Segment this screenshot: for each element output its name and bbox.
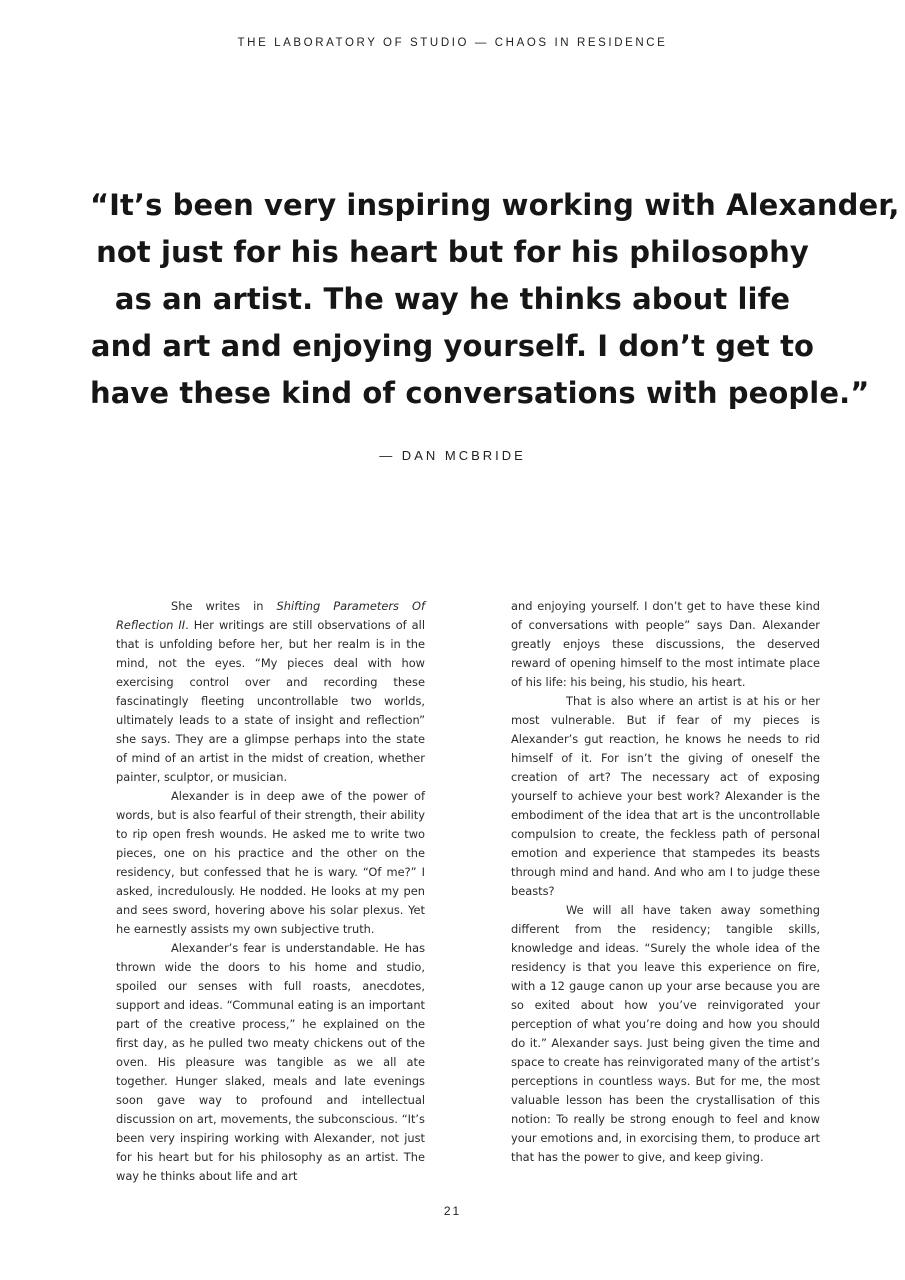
pull-quote: [90, 182, 900, 417]
body-paragraph: That is also where an artist is at his or her most vulnerable. But if fear of my pieces is Alexander’s gut reaction, he knows he needs to rid himself of it. For isn’t the giving of oneself the creation of art? The necessary act of exposing yourself to achieve your best work? Alexander is the embodiment of the idea that art is the uncontrollable compulsion to create, the feckless path of personal emotion and experience that stampedes its beasts through mind and hand. And who am I to judge these beasts?: [511, 694, 820, 898]
body-column-right: [511, 597, 820, 1167]
body-paragraph: Alexander’s fear is understandable. He has thrown wide the doors to his home and studio, spoiled our senses with full roasts, anecdotes, support and ideas. “Communal eating is an important part of the creative process,” he explained on the first day, as he pulled two meaty chickens out of the oven. His pleasure was tangible as we all ate together. Hunger slaked, meals and late evenings soon gave way to profound and intellectual discussion on art, movements, the subconscious. “It’s been very inspiring working with Alexander, not just for his heart but for his philosophy as an artist. The way he thinks about life and art: [116, 941, 425, 1183]
quote-attribution: — DAN MCBRIDE: [379, 448, 526, 463]
paragraph-lead: She writes in: [171, 599, 277, 613]
body-paragraph: We will all have taken away something different from the residency; tangible skills, knowledge and ideas. “Surely the whole idea of the residency is that you leave this experience on fire, with a 12 gauge canon up your arse because you are so exited about how you’ve reinvigorated your perception of what you’re doing and how you should do it.” Alexander says. Just being given the time and space to create has reinvigorated many of the artist’s perceptions in countless ways. But for me, the most valuable lesson has been the crystallisation of this notion: To really be strong enough to feel and know your emotions and, in exorcising them, to produce art that has the power to give, and keep giving.: [511, 903, 820, 1164]
body-paragraph: [116, 597, 425, 787]
page-number: 21: [443, 1204, 462, 1218]
pull-quote-line: not just for his heart but for his philosophy: [96, 235, 809, 269]
pull-quote-line: “It’s been very inspiring working with Alexander,: [90, 188, 900, 222]
paragraph-rest: . Her writings are still observations of all that is unfolding before her, but her realm is in the mind, not the eyes. “My pieces deal with how exercising control over and recording these fascinatingly fleeting uncontrollable two worlds, ultimately leads to a state of insight and reflection” she says. They are a glimpse perhaps into the state of mind of an artist in the midst of creation, whether painter, sculptor, or musician.: [116, 618, 425, 784]
pull-quote-line: and art and enjoying yourself. I don’t get to: [90, 329, 815, 363]
pull-quote-line: have these kind of conversations with people.”: [90, 376, 870, 410]
body-column-left: [116, 597, 425, 1186]
body-paragraph: and enjoying yourself. I don’t get to have these kind of conversations with people” says Dan. Alexander greatly enjoys these discussions, the deserved reward of opening himself to the most intimate place of his life: his being, his studio, his heart.: [511, 599, 820, 689]
body-paragraph: Alexander is in deep awe of the power of words, but is also fearful of their strength, their ability to rip open fresh wounds. He asked me to write two pieces, one on his practice and the other on the residency, but confessed that he is wary. “Of me?” I asked, incredulously. He nodded. He looks at my pen and sees sword, hovering above his solar plexus. Yet he earnestly assists my own subjective truth.: [116, 789, 425, 936]
running-header: THE LABORATORY OF STUDIO — CHAOS IN RESIDENCE: [237, 37, 668, 49]
artwork-title: Shifting Parameters Of Reflection II: [116, 599, 425, 632]
pull-quote-line: as an artist. The way he thinks about life: [114, 282, 791, 316]
